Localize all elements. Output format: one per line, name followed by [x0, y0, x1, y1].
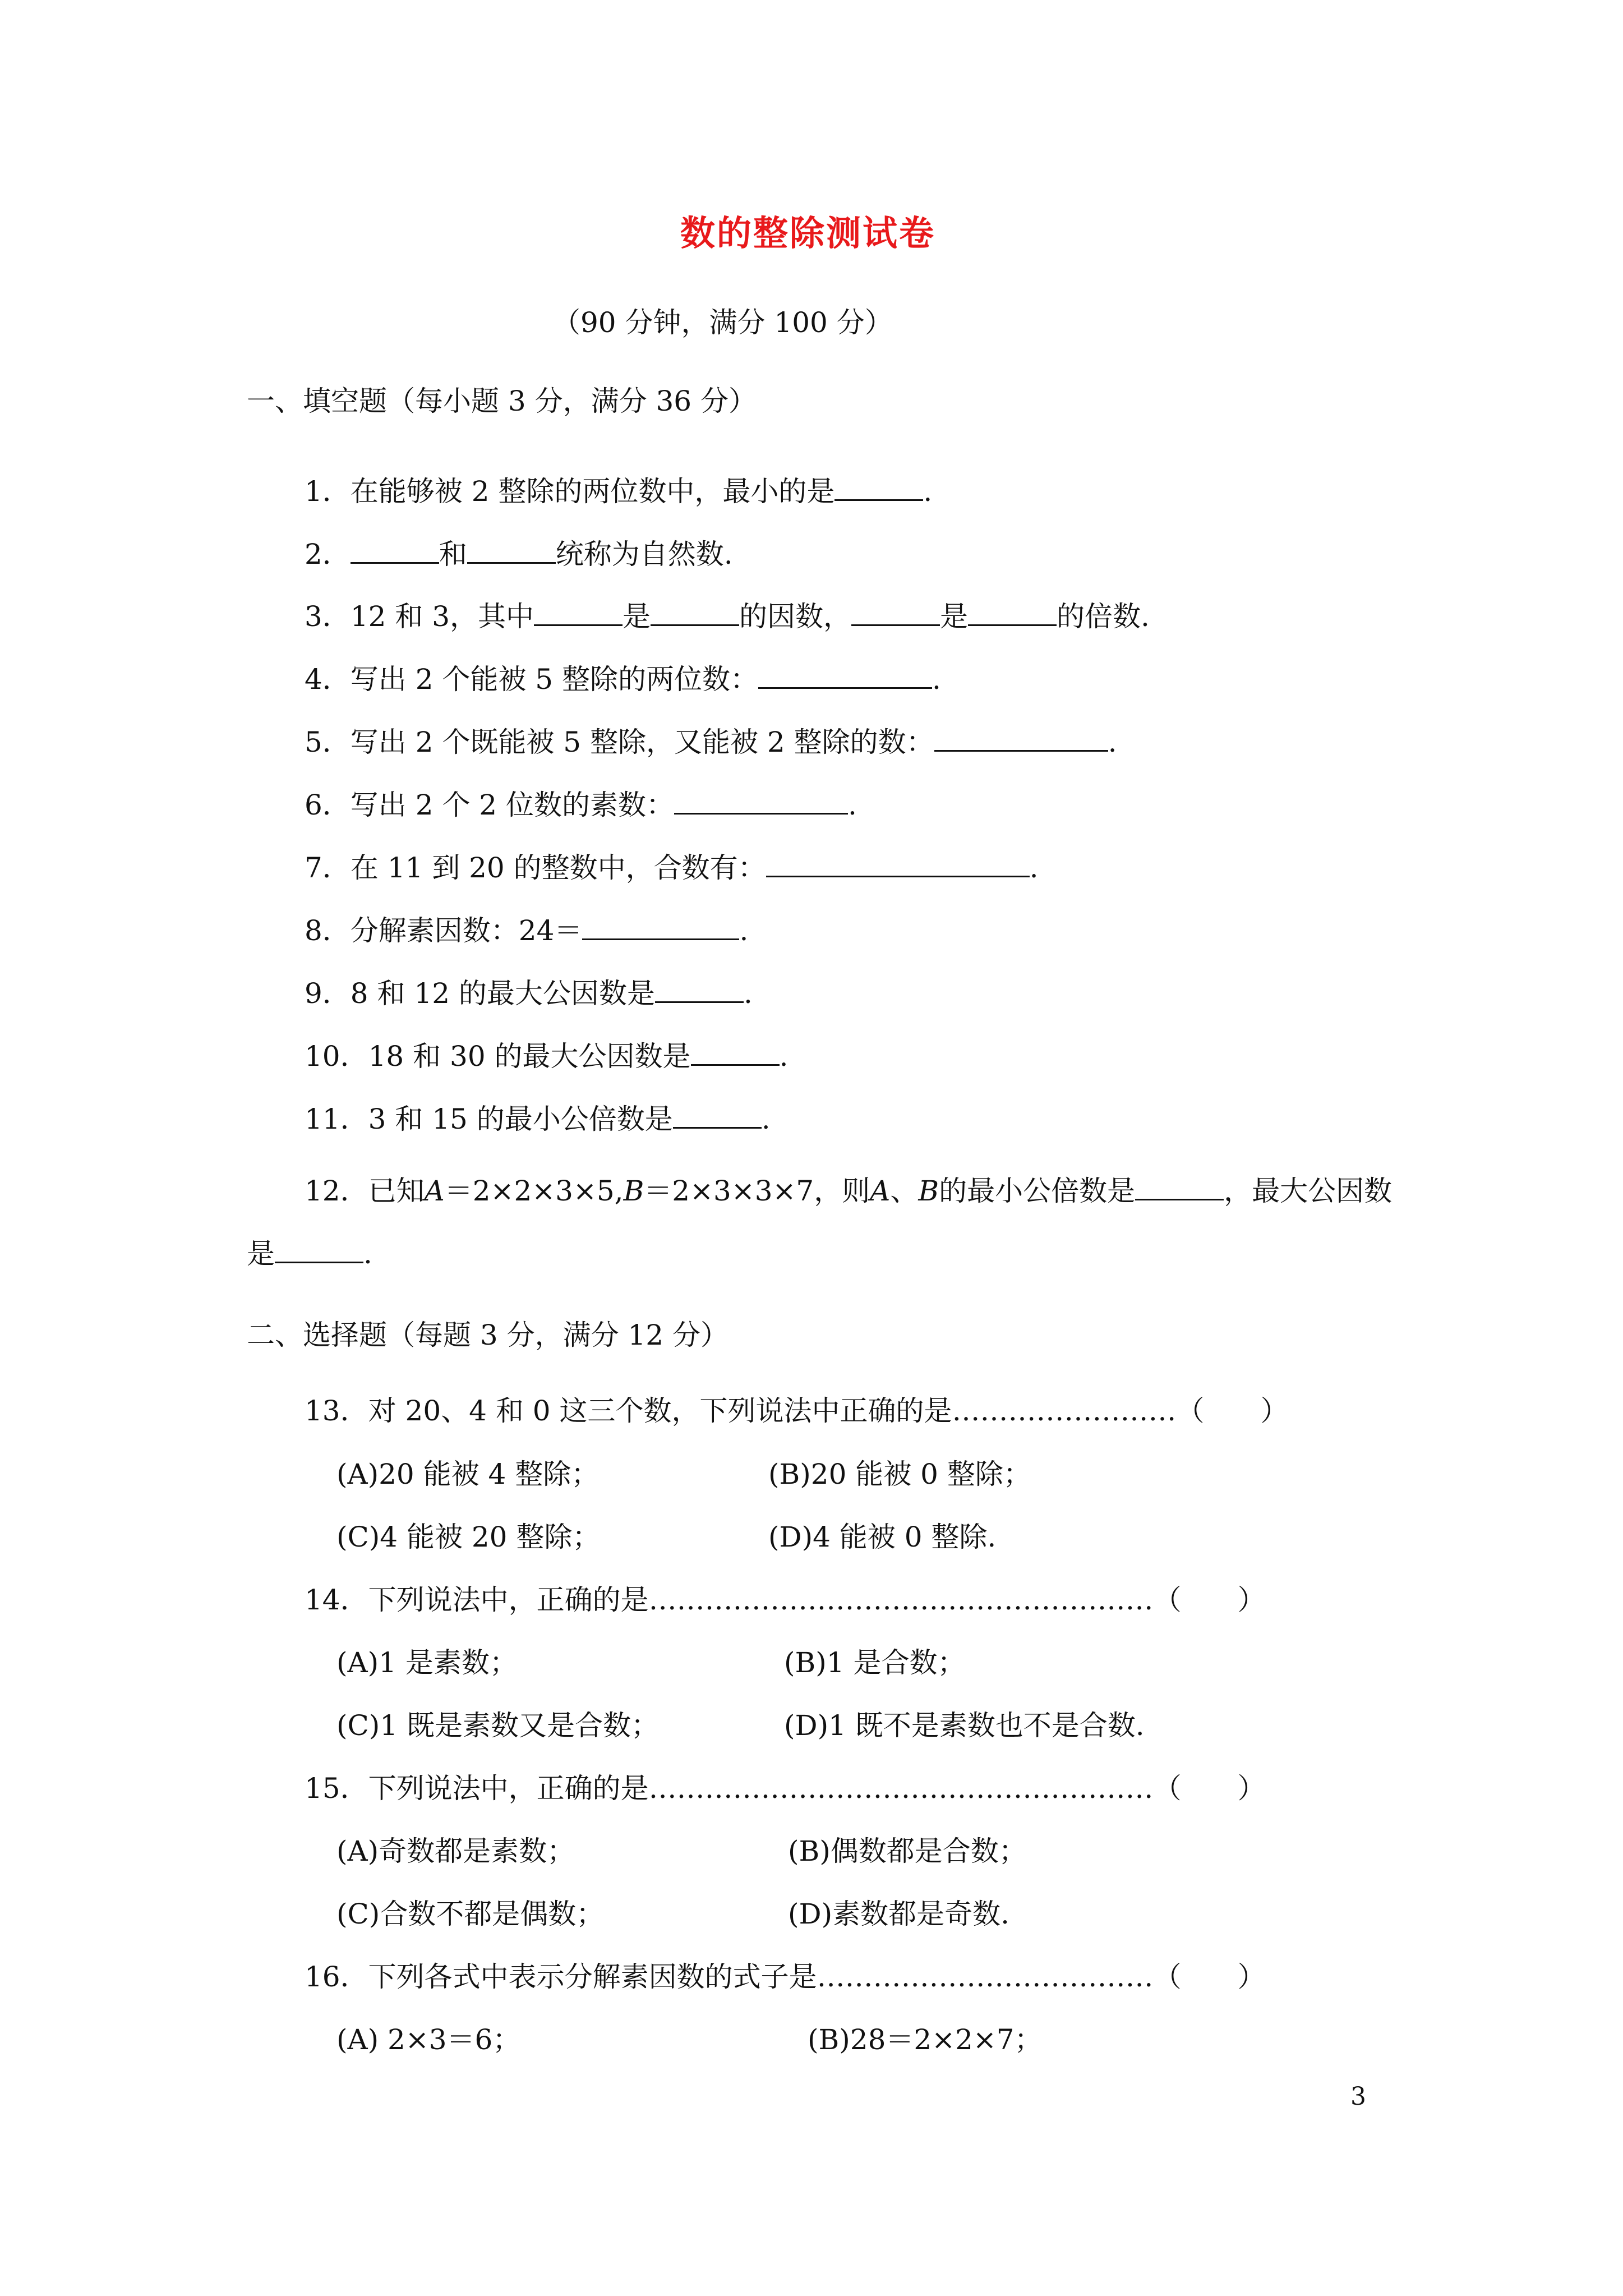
question-12: 12．已知A＝2×2×3×5,B＝2×3×3×7，则A、B的最小公倍数是 ，最大公因数	[305, 1175, 1393, 1207]
question-15: 15．下列说法中，正确的是………………………………………………（ ）	[305, 1772, 1266, 1805]
question-14: 14．下列说法中，正确的是………………………………………………（ ）	[305, 1584, 1266, 1616]
page-number: 3	[1350, 2082, 1366, 2111]
section2-heading: 二、选择题（每题 3 分，满分 12 分）	[247, 1319, 729, 1351]
q14-option-b: (B)1 是合数；	[784, 1646, 966, 1679]
q14-option-d: (D)1 既不是素数也不是合数.	[784, 1709, 1145, 1742]
q15-option-a: (A)奇数都是素数；	[336, 1835, 575, 1867]
question-12-cont: 是 .	[247, 1237, 372, 1270]
q16-option-b: (B)28＝2×2×7；	[808, 2023, 1043, 2056]
q15-option-b: (B)偶数都是合数；	[788, 1835, 1027, 1867]
question-7: 7．在 11 到 20 的整数中，合数有： .	[305, 852, 1039, 884]
q13-option-a: (A)20 能被 4 整除；	[336, 1458, 600, 1490]
question-9: 9．8 和 12 的最大公因数是 .	[305, 977, 753, 1010]
q16-option-a: (A) 2×3＝6；	[336, 2023, 521, 2056]
q14-option-a: (A)1 是素数；	[336, 1646, 518, 1679]
question-11: 11．3 和 15 的最小公倍数是 .	[305, 1103, 771, 1135]
question-1: 1．在能够被 2 整除的两位数中，最小的是 .	[305, 475, 933, 508]
question-3: 3．12 和 3，其中 是 的因数， 是 的倍数.	[305, 600, 1150, 633]
q13-option-d: (D)4 能被 0 整除.	[768, 1521, 997, 1553]
q15-option-c: (C)合数不都是偶数；	[336, 1898, 605, 1930]
q13-option-c: (C)4 能被 20 整除；	[336, 1521, 601, 1553]
question-4: 4．写出 2 个能被 5 整除的两位数： .	[305, 663, 941, 696]
section1-heading: 一、填空题（每小题 3 分，满分 36 分）	[247, 385, 757, 417]
q13-option-b: (B)20 能被 0 整除；	[768, 1458, 1031, 1490]
q14-option-c: (C)1 既是素数又是合数；	[336, 1709, 659, 1742]
question-5: 5．写出 2 个既能被 5 整除，又能被 2 整除的数： .	[305, 726, 1117, 758]
q15-option-d: (D)素数都是奇数.	[788, 1898, 1009, 1930]
question-10: 10．18 和 30 的最大公因数是 .	[305, 1040, 789, 1073]
subtitle: （90 分钟，满分 100 分）	[552, 306, 893, 339]
question-6: 6．写出 2 个 2 位数的素数： .	[305, 789, 857, 821]
question-8: 8．分解素因数：24＝ .	[305, 914, 749, 947]
question-16: 16．下列各式中表示分解素因数的式子是………………………………（ ）	[305, 1961, 1266, 1993]
question-2: 2． 和 统称为自然数.	[305, 538, 733, 570]
question-13: 13．对 20、4 和 0 这三个数，下列说法中正确的是……………………（ ）	[305, 1395, 1289, 1427]
page-title: 数的整除测试卷	[680, 213, 936, 254]
